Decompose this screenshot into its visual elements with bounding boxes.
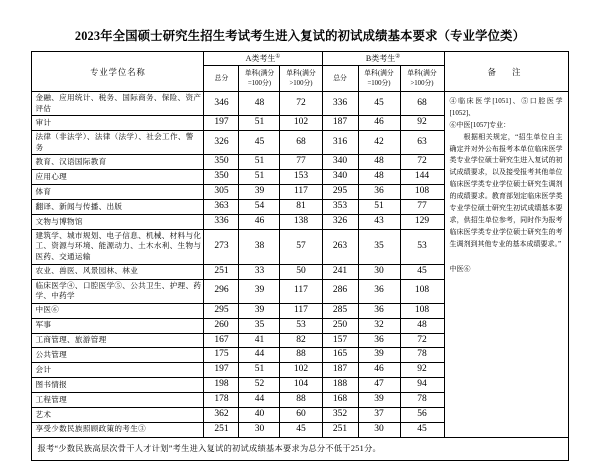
score-cell: 346 [204,92,239,116]
score-cell: 350 [204,170,239,185]
score-cell: 296 [204,279,239,303]
score-cell: 51 [358,200,400,215]
remark-heading-line-2: ⑥中医[1057]专业： [449,120,511,129]
score-cell: 36 [358,333,400,348]
score-cell: 263 [322,229,358,264]
score-cell: 36 [358,303,400,318]
score-cell: 336 [204,214,239,229]
score-cell: 363 [204,200,239,215]
col-header-b-single-100: 单科(满分=100分) [358,66,400,92]
score-cell: 138 [280,214,322,229]
score-cell: 251 [204,422,239,437]
score-cell: 36 [358,279,400,303]
score-cell: 48 [358,155,400,170]
score-cell: 77 [400,200,444,215]
degree-name-cell: 工程管理 [32,393,204,408]
score-cell: 42 [358,131,400,155]
score-cell: 198 [204,378,239,393]
score-cell: 117 [280,185,322,200]
score-cell: 30 [358,264,400,279]
score-cell: 56 [400,407,444,422]
score-cell: 251 [204,264,239,279]
score-cell: 35 [239,318,280,333]
remark-heading-line-1: ④临床医学[1051]、⑤口腔医学[1052]、 [449,97,563,117]
col-header-group-b [322,52,444,66]
score-cell: 188 [322,378,358,393]
score-cell: 241 [322,264,358,279]
score-cell: 45 [239,131,280,155]
score-cell: 53 [280,318,322,333]
score-cell: 46 [358,116,400,131]
score-cell: 78 [400,348,444,363]
degree-name-cell: 图书情报 [32,378,204,393]
score-cell: 48 [358,170,400,185]
score-cell: 340 [322,170,358,185]
score-cell: 129 [400,214,444,229]
col-header-a-single-over100: 单科(满分>100分) [280,66,322,92]
score-cell: 46 [239,214,280,229]
footnote-row [32,437,568,460]
score-cell: 30 [239,422,280,437]
score-cell: 39 [239,185,280,200]
score-cell: 305 [204,185,239,200]
score-cell: 48 [400,318,444,333]
score-cell: 46 [358,363,400,378]
score-cell: 295 [322,185,358,200]
degree-name-cell: 农业、兽医、风景园林、林业 [32,264,204,279]
score-cell: 168 [322,393,358,408]
col-header-degree-name: 专业学位名称 [32,52,204,92]
score-cell: 39 [358,393,400,408]
score-cell: 44 [239,348,280,363]
degree-name-cell: 中医⑥ [32,303,204,318]
score-cell: 77 [280,155,322,170]
group-b-note-marker: ② [395,53,401,60]
score-cell: 45 [358,92,400,116]
table-body [32,92,568,461]
score-cell: 187 [322,116,358,131]
score-cell: 39 [358,348,400,363]
degree-name-cell: 会计 [32,363,204,378]
score-cell: 362 [204,407,239,422]
page-title: 2023年全国硕士研究生招生考试考生进入复试的初试成绩基本要求（专业学位类） [74,29,526,43]
score-cell: 175 [204,348,239,363]
score-cell: 47 [358,378,400,393]
score-cell: 295 [204,303,239,318]
score-cell: 178 [204,393,239,408]
score-cell: 45 [400,264,444,279]
score-cell: 167 [204,333,239,348]
score-cell: 92 [400,116,444,131]
degree-name-cell: 翻译、新闻与传播、出版 [32,200,204,215]
table-row [32,92,568,116]
score-cell: 153 [280,170,322,185]
score-cell: 48 [239,92,280,116]
score-cell: 350 [204,155,239,170]
score-cell: 187 [322,363,358,378]
score-cell: 72 [280,92,322,116]
score-cell: 104 [280,378,322,393]
score-cell: 57 [280,229,322,264]
score-cell: 41 [239,333,280,348]
col-header-a-single-100: 单科(满分=100分) [239,66,280,92]
score-cell: 353 [322,200,358,215]
score-cell: 30 [358,422,400,437]
score-cell: 36 [358,185,400,200]
score-cell: 144 [400,170,444,185]
group-b-label: B类考生 [365,54,396,63]
score-cell: 82 [280,333,322,348]
group-a-label: A类考生 [245,54,276,63]
score-cell: 94 [400,378,444,393]
degree-name-cell: 临床医学④、口腔医学⑤、公共卫生、护理、药学、中药学 [32,279,204,303]
col-header-b-total: 总分 [322,66,358,92]
remark-tail-note: 中医⑥ [449,264,471,273]
score-cell: 285 [322,303,358,318]
score-cell: 102 [280,116,322,131]
remark-paragraph: 根据相关规定，“招生单位自主确定并对外公布报考本单位临床医学类专业学位硕士研究生进入复试的初试成绩要求，以及接受报考其他单位临床医学类专业学位硕士研究生调剂的成绩要求。教育部划定临床医学类专业学位硕士研究生初试成绩基本要求，供招生单位参考，同时作为报考临床医学类专业学位硕士研究生的考生调剂到其他专业的基本成绩要求。” [449,132,563,248]
score-cell: 68 [280,131,322,155]
score-cell: 352 [322,407,358,422]
score-cell: 260 [204,318,239,333]
table-header [32,52,568,92]
score-cell: 251 [322,422,358,437]
degree-name-cell: 工商管理、旅游管理 [32,333,204,348]
score-cell: 326 [322,214,358,229]
score-cell: 40 [239,407,280,422]
score-cell: 50 [280,264,322,279]
degree-name-cell: 体育 [32,185,204,200]
degree-name-cell: 军事 [32,318,204,333]
degree-name-cell: 审计 [32,116,204,131]
score-cell: 108 [400,279,444,303]
score-cell: 88 [280,348,322,363]
col-header-a-total: 总分 [204,66,239,92]
score-cell: 68 [400,92,444,116]
score-cell: 88 [280,393,322,408]
score-cell: 117 [280,303,322,318]
score-cell: 39 [239,279,280,303]
score-cell: 197 [204,363,239,378]
score-cell: 108 [400,185,444,200]
degree-name-cell: 文物与博物馆 [32,214,204,229]
score-cell: 63 [400,131,444,155]
score-cell: 43 [358,214,400,229]
score-cell: 102 [280,363,322,378]
degree-name-cell: 教育、汉语国际教育 [32,155,204,170]
col-header-b-single-over100: 单科(满分>100分) [400,66,444,92]
degree-name-cell: 应用心理 [32,170,204,185]
col-header-group-a [204,52,322,66]
degree-name-cell: 金融、应用统计、税务、国际商务、保险、资产评估 [32,92,204,116]
score-cell: 51 [239,155,280,170]
score-cell: 37 [358,407,400,422]
score-cell: 340 [322,155,358,170]
group-a-note-marker: ① [275,53,281,60]
score-cell: 165 [322,348,358,363]
degree-name-cell: 享受少数民族照顾政策的考生③ [32,422,204,437]
score-cell: 35 [358,229,400,264]
score-cell: 78 [400,393,444,408]
score-cell: 51 [239,170,280,185]
score-cell: 51 [239,363,280,378]
score-cell: 45 [400,422,444,437]
score-cell: 250 [322,318,358,333]
score-cell: 38 [239,229,280,264]
degree-name-cell: 公共管理 [32,348,204,363]
score-cell: 286 [322,279,358,303]
score-cell: 273 [204,229,239,264]
score-cell: 92 [400,363,444,378]
remark-cell [444,92,568,438]
degree-name-cell: 法律（非法学）、法律（法学）、社会工作、警务 [32,131,204,155]
score-cell: 72 [400,155,444,170]
score-cell: 53 [400,229,444,264]
minority-plan-footnote: 报考“少数民族高层次骨干人才计划”考生进入复试的初试成绩基本要求为总分不低于251分。 [32,437,568,460]
score-cell: 81 [280,200,322,215]
score-cell: 326 [204,131,239,155]
score-cell: 60 [280,407,322,422]
score-cell: 197 [204,116,239,131]
score-cell: 316 [322,131,358,155]
score-table [31,51,568,461]
score-cell: 39 [239,303,280,318]
score-cell: 157 [322,333,358,348]
score-cell: 108 [400,303,444,318]
degree-name-cell: 建筑学、城市规划、电子信息、机械、材料与化工、资源与环境、能源动力、土木水利、生物与医药、交通运输 [32,229,204,264]
score-cell: 51 [239,116,280,131]
score-cell: 32 [358,318,400,333]
score-cell: 33 [239,264,280,279]
score-cell: 72 [400,333,444,348]
score-cell: 117 [280,279,322,303]
score-cell: 44 [239,393,280,408]
degree-name-cell: 艺术 [32,407,204,422]
score-cell: 54 [239,200,280,215]
score-cell: 52 [239,378,280,393]
score-cell: 45 [280,422,322,437]
col-header-remark: 备 注 [444,52,568,92]
score-cell: 336 [322,92,358,116]
